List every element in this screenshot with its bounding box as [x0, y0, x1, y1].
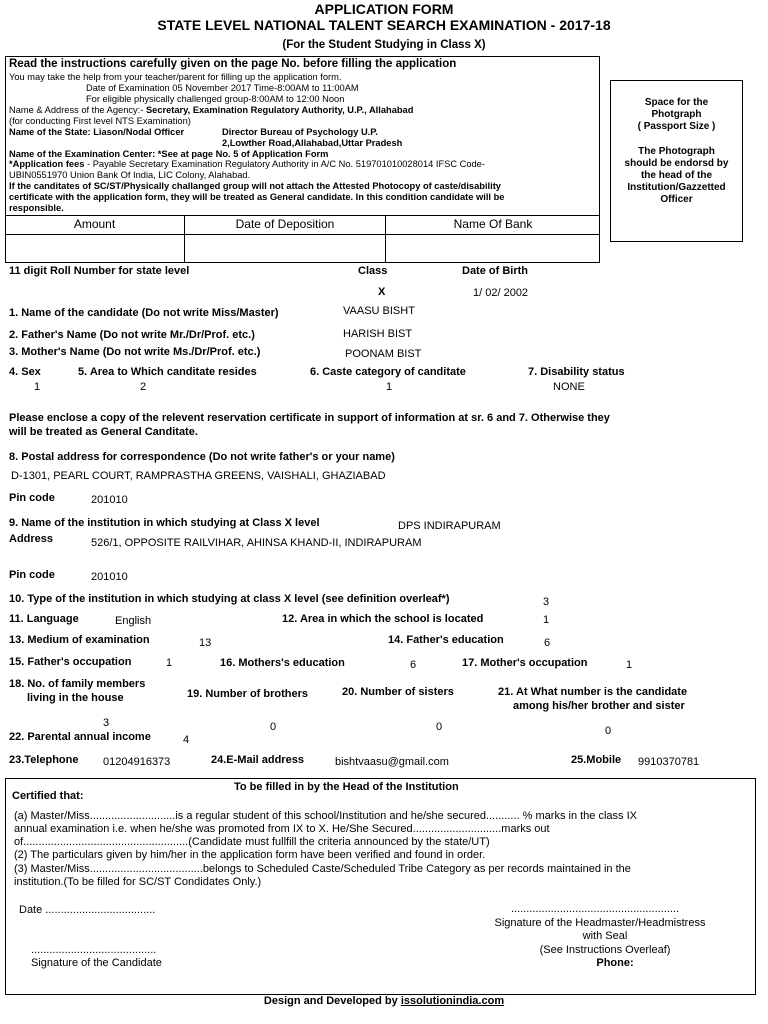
mother-name-label: 3. Mother's Name (Do not write Ms./Dr/Prof. etc.) — [9, 346, 261, 358]
head-signature-label: with Seal — [582, 930, 628, 942]
exam-center-line: Name of the Examination Center: *See at page No. 5 of Application Form — [9, 149, 329, 159]
certificate-line: annual examination i.e. when he/she was promoted from IX to X. He/She Secured.............................marks out — [14, 823, 550, 835]
residence-area-value[interactable]: 2 — [140, 381, 147, 393]
divider — [5, 234, 600, 235]
income-value[interactable]: 4 — [183, 734, 190, 746]
certificate-line: of......................................................(Candidate must fullfill the criteria announced by the state/UT) — [14, 836, 490, 848]
instruction-line — [9, 105, 413, 115]
sex-label: 4. Sex — [9, 366, 41, 378]
sisters-label: 20. Number of sisters — [342, 686, 454, 698]
phone-label: Phone: — [596, 957, 634, 969]
warning-line: responsible. — [9, 203, 64, 213]
reservation-note: will be treated as General Canditate. — [9, 426, 198, 438]
mobile-label: 25.Mobile — [571, 754, 622, 766]
postal-address-value[interactable]: D-1301, PEARL COURT, RAMPRASTHA GREENS, VAISHALI, GHAZIABAD — [11, 470, 386, 482]
institution-name-label: 9. Name of the institution in which studying at Class X level — [9, 517, 320, 529]
instruction-line: Date of Examination 05 November 2017 Time-8:00AM to 11:00AM — [86, 83, 359, 93]
father-education-value[interactable]: 6 — [544, 637, 551, 649]
nodal-officer-value: Director Bureau of Psychology U.P. — [222, 127, 378, 137]
medium-label: 13. Medium of examination — [9, 634, 150, 646]
institution-pin-value[interactable]: 201010 — [91, 571, 128, 583]
form-title: APPLICATION FORM — [314, 1, 454, 17]
instructions-heading: Read the instructions carefully given on the page No. before filling the application — [9, 58, 457, 70]
pin-code-label: Pin code — [9, 492, 55, 504]
brothers-label: 19. Number of brothers — [187, 688, 309, 700]
certificate-line: institution.(To be filled for SC/ST Condidates Only.) — [14, 876, 262, 888]
mother-education-label: 16. Mothers's education — [220, 657, 345, 669]
sibling-position-value[interactable]: 0 — [605, 725, 612, 737]
footer-link[interactable]: issolutionindia.com — [400, 995, 505, 1007]
candidate-name-label: 1. Name of the candidate (Do not write Miss/Master) — [9, 307, 279, 319]
certified-label: Certified that: — [12, 790, 84, 802]
telephone-value[interactable]: 01204916373 — [103, 756, 171, 768]
postal-address-label: 8. Postal address for correspondence (Do not write father's or your name) — [9, 451, 395, 463]
agency-label: Name & Address of the Agency:- — [9, 105, 146, 115]
sisters-value[interactable]: 0 — [436, 721, 443, 733]
father-occupation-label: 15. Father's occupation — [9, 656, 132, 668]
form-subtitle: STATE LEVEL NATIONAL TALENT SEARCH EXAMINATION - 2017-18 — [157, 17, 611, 33]
photo-box-text: Space for the — [644, 97, 709, 108]
sex-value[interactable]: 1 — [34, 381, 41, 393]
footer-prefix: Design and Developed by — [263, 995, 401, 1007]
email-label: 24.E-Mail address — [211, 754, 304, 766]
dob-value[interactable]: 1/ 02/ 2002 — [473, 287, 529, 299]
roll-number-label: 11 digit Roll Number for state level — [9, 265, 190, 277]
warning-line: If the canditates of SC/ST/Physically challanged group will not attach the Attested Photocopy of caste/disability — [9, 181, 501, 191]
head-signature-line[interactable]: ....................................................... — [510, 903, 680, 915]
mobile-value[interactable]: 9910370781 — [638, 756, 700, 768]
certificate-line: (3) Master/Miss.....................................belongs to Scheduled Caste/Scheduled Tribe Category as per records maintained in the — [14, 863, 631, 875]
telephone-label: 23.Telephone — [9, 754, 79, 766]
family-members-label: 18. No. of family members — [9, 678, 146, 690]
instruction-line: You may take the help from your teacher/parent for filling up the application form. — [9, 72, 342, 82]
warning-line: certificate with the application form, they will be treated as General candidate. In this condition candidate will be — [9, 192, 505, 202]
certificate-line: (a) Master/Miss............................is a regular student of this school/Institution and he/she secured........... % marks in the class IX — [14, 810, 637, 822]
instruction-line: (for conducting First level NTS Examination) — [9, 116, 191, 126]
photo-box-text: ( Passport Size ) — [637, 121, 716, 132]
sibling-position-label: 21. At What number is the candidate — [498, 686, 688, 698]
class-value[interactable]: X — [378, 286, 386, 298]
email-value[interactable]: bishtvaasu@gmail.com — [335, 756, 449, 768]
agency-value: Secretary, Examination Regulatory Authority, U.P., Allahabad — [145, 105, 414, 115]
language-value[interactable]: English — [115, 615, 152, 627]
brothers-value[interactable]: 0 — [270, 721, 277, 733]
institution-type-value[interactable]: 3 — [543, 596, 550, 608]
form-note: (For the Student Studying in Class X) — [282, 39, 486, 51]
mother-name-value[interactable]: POONAM BIST — [345, 348, 422, 360]
school-area-value[interactable]: 1 — [543, 614, 550, 626]
fees-text: - Payable Secretary Examination Regulatory Authority in A/C No. 519701010028014 IFSC Code- — [84, 159, 485, 169]
institution-address-value[interactable]: 526/1, OPPOSITE RAILVIHAR, AHINSA KHAND-II, INDIRAPURAM — [91, 537, 422, 549]
date-field[interactable]: Date .................................... — [19, 904, 156, 916]
medium-value[interactable]: 13 — [199, 637, 212, 649]
footer-credit — [0, 995, 768, 1007]
instruction-line: For eligible physically challenged group-8:00AM to 12:00 Noon — [86, 94, 345, 104]
reservation-note: Please enclose a copy of the relevent reservation certificate in support of information at sr. 6 and 7. Otherwise they — [9, 412, 610, 424]
fees-line — [9, 159, 485, 169]
father-education-label: 14. Father's education — [388, 634, 504, 646]
nodal-officer-label: Name of the State: Liason/Nodal Officer — [9, 127, 185, 137]
disability-label: 7. Disability status — [528, 366, 625, 378]
divider — [5, 215, 600, 216]
institution-name-value[interactable]: DPS INDIRAPURAM — [398, 520, 501, 532]
caste-label: 6. Caste category of canditate — [310, 366, 466, 378]
class-label: Class — [358, 265, 388, 277]
income-label: 22. Parental annual income — [9, 731, 151, 743]
photo-box-text: Officer — [660, 194, 693, 205]
deposition-date-header: Date of Deposition — [235, 217, 335, 231]
bank-name-header: Name Of Bank — [453, 217, 533, 231]
photo-box-text: Institution/Gazzetted — [627, 182, 726, 193]
head-section-title: To be filled in by the Head of the Institution — [234, 781, 459, 793]
institution-pin-label: Pin code — [9, 569, 55, 581]
family-members-label: living in the house — [27, 692, 124, 704]
candidate-name-value[interactable]: VAASU BISHT — [343, 305, 415, 317]
father-name-label: 2. Father's Name (Do not write Mr./Dr/Prof. etc.) — [9, 329, 255, 341]
caste-value[interactable]: 1 — [386, 381, 393, 393]
photo-box-text: The Photograph — [638, 146, 715, 157]
head-signature-label: Signature of the Headmaster/Headmistress — [494, 917, 706, 929]
photo-box-text: should be endorsd by — [624, 158, 729, 169]
school-area-label: 12. Area in which the school is located — [282, 613, 484, 625]
photo-box-text: Photgraph — [651, 109, 702, 120]
mother-education-value[interactable]: 6 — [410, 659, 417, 671]
instruction-line: UBIN0551970 Union Bank Of India, LIC Colony, Alahabad. — [9, 170, 251, 180]
fees-label: *Application fees — [9, 159, 85, 169]
family-members-value[interactable]: 3 — [103, 717, 110, 729]
nodal-officer-address: 2,Lowther Road,Allahabad,Uttar Pradesh — [222, 138, 403, 148]
mother-occupation-label: 17. Mother's occupation — [462, 657, 588, 669]
candidate-signature-line[interactable]: ......................................... — [31, 944, 157, 956]
mother-occupation-value[interactable]: 1 — [626, 659, 633, 671]
language-label: 11. Language — [9, 613, 79, 625]
head-signature-label: (See Instructions Overleaf) — [539, 944, 671, 956]
pin-code-value[interactable]: 201010 — [91, 494, 128, 506]
disability-value[interactable]: NONE — [553, 381, 585, 393]
father-name-value[interactable]: HARISH BIST — [343, 328, 413, 340]
certificate-line: (2) The particulars given by him/her in the application form have been verified and found in order. — [14, 849, 486, 861]
institution-type-label: 10. Type of the institution in which studying at class X level (see definition overleaf*) — [9, 593, 450, 605]
dob-label: Date of Birth — [462, 265, 528, 277]
amount-header: Amount — [73, 217, 116, 231]
sibling-position-label: among his/her brother and sister — [513, 700, 685, 712]
residence-area-label: 5. Area to Which canditate resides — [78, 366, 257, 378]
institution-address-label: Address — [9, 533, 54, 545]
candidate-signature-label: Signature of the Candidate — [31, 957, 162, 969]
photo-box-text: the head of the — [640, 170, 713, 181]
father-occupation-value[interactable]: 1 — [166, 657, 173, 669]
